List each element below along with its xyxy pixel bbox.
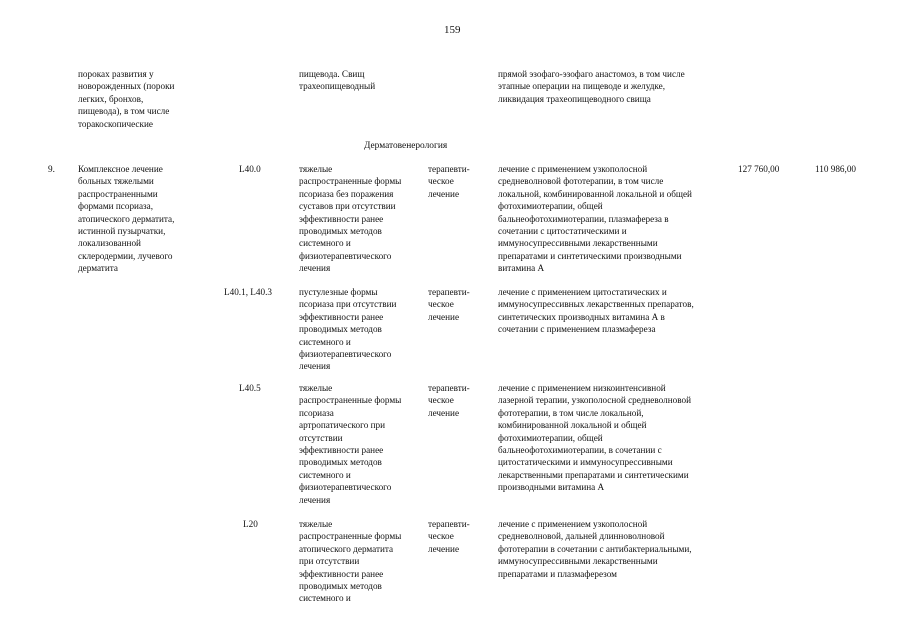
diagnosis-code: L40.0 [239,164,261,174]
row-number: 9. [48,164,55,174]
cost-cell-2: 110 986,00 [815,164,857,174]
row-name-cell: Комплексное лечение больных тяжелыми распространенными формами псориаза, атопического дерматита, истинной пузырчатки, локализованной склеродермии, лучевого дерматита [78,164,175,274]
treatment-type-cell: терапевти- ческое лечение [428,164,470,199]
continuation-model-cell: пищевода. Свищ трахеопищеводный [299,69,376,92]
patient-model-cell: тяжелые распространенные формы псориаза без поражения суставов при отсутствии эффективности ранее проводимых методов системного и физиотерапевтического лечения [299,164,402,274]
section-title: Дерматовенерология [364,141,448,151]
continuation-method-cell: прямой эзофаго-эзофаго анастомоз, в том числе этапные операции на пищеводе и желудке, ликвидация трахеопищеводного свища [498,69,685,104]
treatment-method-cell: лечение с применением узкополосной средневолновой фототерапии, в том числе локальной, комбинированной локальной и общей фотохимиотерапии, общей бальнеофотохимиотерапии, плазмафереза в сочетании с цитостатическими и иммуносупрессивными лекарственными препаратами и синтетическими производными витамина А [498,164,692,274]
treatment-method-cell: лечение с применением цитостатических и иммуносупрессивных лекарственных препаратов, синтетических производных витамина А в сочетании с применением плазмафереза [498,287,694,335]
treatment-method-cell: лечение с применением низкоинтенсивной лазерной терапии, узкополосной средневолновой фототерапии, в том числе локальной, комбинированной локальной и общей фотохимиотерапии, общей бальнеофотохимиотерапии, в сочетании с цитостатическими и иммуносупрессивными лекарственными препаратами и синтетическими производными витамина А [498,383,692,493]
cost-cell-1: 127 760,00 [738,164,780,174]
treatment-type-cell: терапевти- ческое лечение [428,383,470,418]
diagnosis-code: L20 [243,519,258,529]
diagnosis-code: L40.5 [239,383,261,393]
treatment-type-cell: терапевти- ческое лечение [428,287,470,322]
treatment-method-cell: лечение с применением узкополосной средневолновой, дальней длинноволновой фототерапии в сочетании с антибактериальными, иммуносупрессивными лекарственными препаратами и плазмаферезом [498,519,692,579]
patient-model-cell: тяжелые распространенные формы атопического дерматита при отсутствии эффективности ранее проводимых методов системного и [299,519,402,604]
patient-model-cell: тяжелые распространенные формы псориаза артропатического при отсутствии эффективности ранее проводимых методов системного и физиотерапевтического лечения [299,383,402,505]
diagnosis-code: L40.1, L40.3 [224,287,272,297]
treatment-type-cell: терапевти- ческое лечение [428,519,470,554]
continuation-name-cell: пороках развития у новорожденных (пороки легких, бронхов, пищевода), в том числе торакоскопические [78,69,175,129]
patient-model-cell: пустулезные формы псориаза при отсутствии эффективности ранее проводимых методов системного и физиотерапевтического лечения [299,287,397,372]
page-number: 159 [444,24,461,36]
